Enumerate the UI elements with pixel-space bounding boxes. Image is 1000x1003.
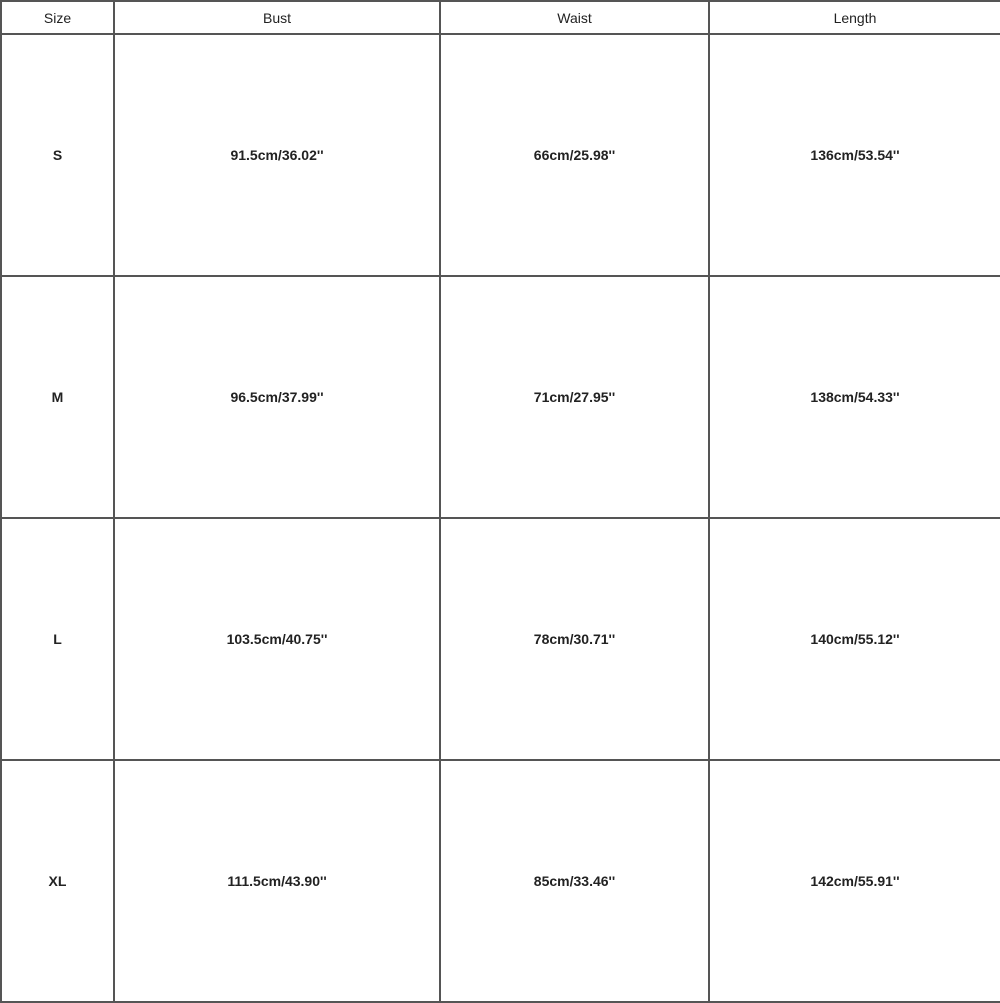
cell-length: 136cm/53.54'': [709, 34, 1000, 276]
cell-size: XL: [1, 760, 114, 1002]
cell-waist: 78cm/30.71'': [440, 518, 709, 760]
header-waist: Waist: [440, 1, 709, 34]
table-row: [1, 276, 1000, 518]
table-header: [1, 1, 1000, 34]
header-row: [1, 1, 1000, 34]
cell-waist: 71cm/27.95'': [440, 276, 709, 518]
table-row: [1, 518, 1000, 760]
cell-waist: 85cm/33.46'': [440, 760, 709, 1002]
cell-bust: 111.5cm/43.90'': [114, 760, 440, 1002]
cell-bust: 96.5cm/37.99'': [114, 276, 440, 518]
cell-length: 142cm/55.91'': [709, 760, 1000, 1002]
table-row: [1, 34, 1000, 276]
cell-size: L: [1, 518, 114, 760]
header-bust: Bust: [114, 1, 440, 34]
cell-length: 140cm/55.12'': [709, 518, 1000, 760]
cell-size: S: [1, 34, 114, 276]
cell-waist: 66cm/25.98'': [440, 34, 709, 276]
cell-size: M: [1, 276, 114, 518]
header-length: Length: [709, 1, 1000, 34]
table-body: [1, 34, 1000, 1002]
cell-bust: 91.5cm/36.02'': [114, 34, 440, 276]
table-row: [1, 760, 1000, 1002]
cell-length: 138cm/54.33'': [709, 276, 1000, 518]
header-size: Size: [1, 1, 114, 34]
cell-bust: 103.5cm/40.75'': [114, 518, 440, 760]
